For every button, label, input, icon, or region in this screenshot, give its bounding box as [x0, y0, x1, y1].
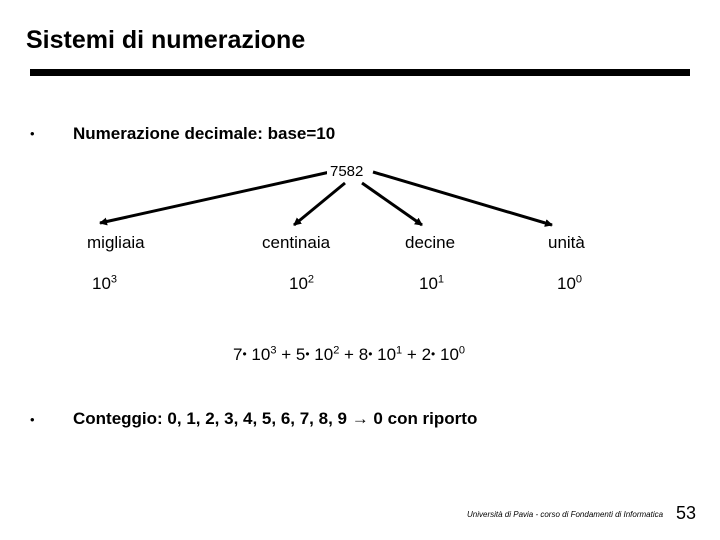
example-number: 7582: [327, 163, 366, 180]
position-power-centinaia: $10^2$: [289, 273, 315, 293]
bullet-counting: Conteggio: 0, 1, 2, 3, 4, 5, 6, 7, 8, 9 → 0 con riporto: [73, 409, 478, 428]
arrow-migliaia: [100, 172, 330, 223]
position-label-decine: decine: [405, 233, 456, 252]
arrow-unita: [373, 172, 552, 225]
bullet-decimal-base: Numerazione decimale: base=10: [73, 124, 336, 143]
bullet-marker: •: [30, 126, 35, 141]
page-number: 53: [676, 503, 697, 523]
position-power-unita: $10^0$: [557, 273, 583, 293]
slide-title: Sistemi di numerazione: [26, 26, 306, 54]
position-label-unita: unità: [548, 233, 585, 252]
formula-term: 7• $10^3$ +: [233, 344, 292, 364]
position-power-migliaia: $10^3$: [92, 273, 118, 293]
arrow-centinaia: [294, 183, 345, 225]
formula-term: 5• $10^2$ +: [295, 344, 354, 364]
position-label-centinaia: centinaia: [262, 233, 331, 252]
expansion-formula: [233, 345, 465, 365]
position-power-decine: $10^1$: [419, 273, 445, 293]
position-label-migliaia: migliaia: [87, 233, 145, 252]
footer-text: Università di Pavia - corso di Fondamenti di Informatica: [467, 510, 664, 519]
arrow-decine: [362, 183, 422, 225]
bullet-marker: •: [30, 412, 35, 427]
formula-term: 8• $10^1$ +: [358, 344, 417, 364]
formula-term: 2• $10^0$: [421, 344, 466, 364]
